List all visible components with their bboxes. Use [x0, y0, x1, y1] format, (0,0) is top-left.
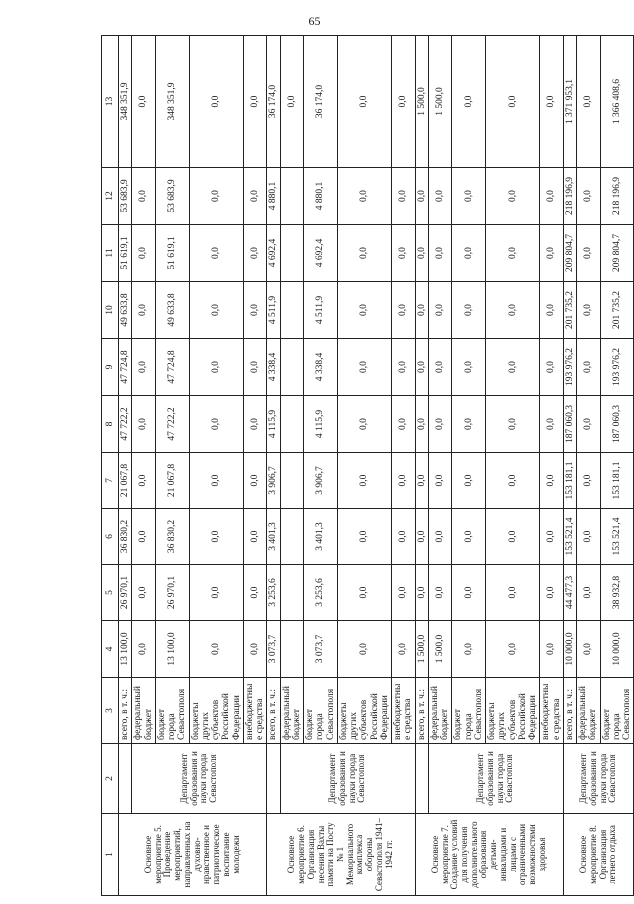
year-value-cell: 153 181,1	[600, 453, 634, 509]
year-value-cell: 0,0	[132, 282, 156, 339]
year-value-cell: 0,0	[392, 339, 416, 396]
year-value-cell: 44 477,3	[563, 565, 576, 621]
total-value-cell: 1 500,0	[415, 36, 428, 168]
funding-source-cell: бюджет города Севастополя	[452, 678, 486, 744]
column-number-cell: 5	[102, 565, 119, 621]
year-value-cell: 0,0	[486, 282, 540, 339]
year-value-cell: 4 115,9	[267, 396, 280, 453]
year-value-cell: 0,0	[415, 168, 428, 225]
year-value-cell: 0,0	[392, 168, 416, 225]
year-value-cell: 0,0	[540, 339, 564, 396]
year-value-cell: 36 830,2	[155, 509, 189, 565]
page-number: 65	[308, 14, 321, 28]
year-value-cell: 209 804,7	[563, 225, 576, 282]
table-row	[415, 36, 428, 896]
funding-source-cell: бюджет города Севастополя	[304, 678, 338, 744]
year-value-cell: 0,0	[189, 453, 243, 509]
year-value-cell: 1 500,0	[428, 621, 452, 678]
year-value-cell: 0,0	[486, 565, 540, 621]
executor-blank-cell	[415, 744, 428, 814]
year-value-cell: 0,0	[577, 339, 601, 396]
executor-blank-cell	[267, 744, 280, 814]
year-value-cell: 0,0	[540, 396, 564, 453]
year-value-cell: 209 804,7	[600, 225, 634, 282]
table-row	[267, 36, 280, 896]
column-number-cell: 4	[102, 621, 119, 678]
year-value-cell: 0,0	[428, 339, 452, 396]
executor-cell: Департамент образования и науки города Севастополя	[428, 744, 563, 814]
year-value-cell: 193 976,2	[600, 339, 634, 396]
year-value-cell: 0,0	[189, 509, 243, 565]
year-value-cell: 0,0	[540, 282, 564, 339]
year-value-cell: 0,0	[392, 282, 416, 339]
year-value-cell: 0,0	[392, 509, 416, 565]
year-value-cell: 0,0	[452, 225, 486, 282]
year-value-cell: 0,0	[132, 396, 156, 453]
column-number-cell: 13	[102, 36, 119, 168]
year-value-cell: 0,0	[415, 225, 428, 282]
year-value-cell: 218 196,9	[563, 168, 576, 225]
funding-source-cell: внебюджетные средства	[392, 678, 416, 744]
year-value-cell: 0,0	[577, 565, 601, 621]
year-value-cell: 0,0	[415, 509, 428, 565]
executor-cell: Департамент образования и науки города Севастополя	[280, 744, 415, 814]
total-value-cell: 0,0	[243, 36, 267, 168]
funding-source-cell: бюджет города Севастополя	[155, 678, 189, 744]
year-value-cell: 0,0	[243, 282, 267, 339]
year-value-cell: 21 067,8	[119, 453, 132, 509]
year-value-cell: 0,0	[577, 168, 601, 225]
year-value-cell: 0,0	[392, 225, 416, 282]
total-value-cell: 1 500,0	[428, 36, 452, 168]
year-value-cell: 53 683,9	[119, 168, 132, 225]
total-value-cell: 0,0	[452, 36, 486, 168]
year-value-cell: 53 683,9	[155, 168, 189, 225]
year-value-cell: 0,0	[132, 509, 156, 565]
year-value-cell: 1 500,0	[415, 621, 428, 678]
year-value-cell: 0,0	[337, 168, 391, 225]
column-number-cell: 1	[102, 814, 119, 896]
event-name-cell: Основное мероприятие 7. Создание условий для получения дополнительного образования детьми-инвалидами и лицами с ограниченными возможностями здоровья	[415, 814, 563, 896]
year-value-cell: 0,0	[415, 453, 428, 509]
total-value-cell: 0,0	[189, 36, 243, 168]
year-value-cell: 0,0	[392, 565, 416, 621]
year-value-cell: 0,0	[577, 621, 601, 678]
column-number-cell: 12	[102, 168, 119, 225]
year-value-cell: 0,0	[243, 225, 267, 282]
year-value-cell: 0,0	[486, 396, 540, 453]
rotated-table-canvas	[101, 36, 632, 896]
total-value-cell: 0,0	[337, 36, 391, 168]
funding-source-cell: внебюджетные средства	[540, 678, 564, 744]
year-value-cell: 0,0	[486, 621, 540, 678]
year-value-cell: 0,0	[577, 282, 601, 339]
total-value-cell: 0,0	[540, 36, 564, 168]
year-value-cell: 0,0	[189, 168, 243, 225]
year-value-cell: 3 906,7	[267, 453, 280, 509]
column-number-row	[102, 36, 119, 896]
year-value-cell: 0,0	[337, 453, 391, 509]
year-value-cell: 0,0	[428, 509, 452, 565]
funding-source-cell: федеральный бюджет	[132, 678, 156, 744]
year-value-cell: 51 619,1	[155, 225, 189, 282]
year-value-cell: 0,0	[132, 453, 156, 509]
total-value-cell: 0,0	[132, 36, 156, 168]
year-value-cell: 218 196,9	[600, 168, 634, 225]
year-value-cell: 153 521,4	[600, 509, 634, 565]
year-value-cell: 201 735,2	[600, 282, 634, 339]
year-value-cell: 4 880,1	[267, 168, 280, 225]
column-number-cell: 10	[102, 282, 119, 339]
year-value-cell: 0,0	[452, 565, 486, 621]
column-number-cell: 3	[102, 678, 119, 744]
year-value-cell: 0,0	[452, 453, 486, 509]
total-value-cell: 348 351,9	[119, 36, 132, 168]
year-value-cell	[280, 225, 304, 282]
year-value-cell: 0,0	[452, 509, 486, 565]
year-value-cell: 0,0	[132, 565, 156, 621]
year-value-cell: 36 830,2	[119, 509, 132, 565]
year-value-cell: 38 932,8	[600, 565, 634, 621]
year-value-cell: 0,0	[577, 453, 601, 509]
total-value-cell: 0,0	[577, 36, 601, 168]
total-value-cell: 0,0	[392, 36, 416, 168]
year-value-cell	[280, 282, 304, 339]
year-value-cell: 47 724,8	[155, 339, 189, 396]
total-value-cell: 36 174,0	[267, 36, 280, 168]
year-value-cell: 0,0	[428, 565, 452, 621]
funding-source-cell: бюджеты других субъектов Российской Федерации	[189, 678, 243, 744]
year-value-cell: 0,0	[243, 565, 267, 621]
table-body	[119, 36, 634, 896]
year-value-cell: 0,0	[577, 509, 601, 565]
table-row	[280, 36, 304, 896]
funding-source-cell: всего, в т. ч.:	[119, 678, 132, 744]
year-value-cell	[280, 339, 304, 396]
year-value-cell: 26 970,1	[119, 565, 132, 621]
year-value-cell: 0,0	[189, 565, 243, 621]
year-value-cell: 201 735,2	[563, 282, 576, 339]
year-value-cell: 47 722,2	[155, 396, 189, 453]
year-value-cell	[280, 453, 304, 509]
year-value-cell: 0,0	[452, 339, 486, 396]
year-value-cell	[280, 621, 304, 678]
year-value-cell: 0,0	[540, 225, 564, 282]
year-value-cell: 0,0	[486, 509, 540, 565]
year-value-cell: 0,0	[189, 621, 243, 678]
year-value-cell: 0,0	[243, 396, 267, 453]
funding-source-cell: всего, в т. ч.:	[415, 678, 428, 744]
year-value-cell: 0,0	[392, 396, 416, 453]
year-value-cell: 0,0	[243, 339, 267, 396]
year-value-cell	[280, 168, 304, 225]
year-value-cell	[280, 565, 304, 621]
year-value-cell: 4 692,4	[267, 225, 280, 282]
year-value-cell: 0,0	[243, 168, 267, 225]
year-value-cell: 0,0	[577, 396, 601, 453]
year-value-cell: 0,0	[392, 621, 416, 678]
total-value-cell: 1 371 953,1	[563, 36, 576, 168]
year-value-cell: 4 511,9	[304, 282, 338, 339]
year-value-cell: 0,0	[243, 453, 267, 509]
year-value-cell: 49 633,8	[119, 282, 132, 339]
year-value-cell: 0,0	[540, 565, 564, 621]
year-value-cell: 0,0	[189, 339, 243, 396]
total-value-cell: 348 351,9	[155, 36, 189, 168]
year-value-cell: 3 073,7	[304, 621, 338, 678]
year-value-cell: 0,0	[337, 621, 391, 678]
table-row	[563, 36, 576, 896]
rotated-table-frame	[101, 36, 632, 896]
year-value-cell: 0,0	[189, 396, 243, 453]
year-value-cell: 0,0	[540, 509, 564, 565]
year-value-cell: 0,0	[486, 453, 540, 509]
event-name-cell: Основное мероприятие 8. Организация летнего отдыха	[563, 814, 634, 896]
table-row	[428, 36, 452, 896]
year-value-cell: 0,0	[415, 339, 428, 396]
funding-source-cell: федеральный бюджет	[577, 678, 601, 744]
year-value-cell: 0,0	[452, 621, 486, 678]
year-value-cell: 4 338,4	[267, 339, 280, 396]
year-value-cell: 0,0	[577, 225, 601, 282]
total-value-cell: 1 366 408,6	[600, 36, 634, 168]
year-value-cell: 3 401,3	[267, 509, 280, 565]
year-value-cell: 0,0	[337, 565, 391, 621]
year-value-cell: 0,0	[392, 453, 416, 509]
executor-blank-cell	[119, 744, 132, 814]
year-value-cell: 0,0	[428, 453, 452, 509]
year-value-cell: 0,0	[452, 168, 486, 225]
year-value-cell: 21 067,8	[155, 453, 189, 509]
year-value-cell: 0,0	[337, 339, 391, 396]
year-value-cell: 0,0	[189, 225, 243, 282]
year-value-cell: 0,0	[428, 225, 452, 282]
year-value-cell: 0,0	[132, 621, 156, 678]
year-value-cell: 0,0	[243, 509, 267, 565]
event-name-cell: Основное мероприятие 5. Проведение мероприятий, направленных на духовно-нравственное и патриотическое воспитание молодежи	[119, 814, 267, 896]
year-value-cell	[280, 396, 304, 453]
year-value-cell: 26 970,1	[155, 565, 189, 621]
funding-source-cell: внебюджетные средства	[243, 678, 267, 744]
year-value-cell: 0,0	[428, 282, 452, 339]
funding-source-cell: федеральный бюджет	[428, 678, 452, 744]
year-value-cell: 0,0	[189, 282, 243, 339]
year-value-cell: 0,0	[415, 396, 428, 453]
year-value-cell: 0,0	[132, 339, 156, 396]
funding-source-cell: всего, в т. ч.:	[267, 678, 280, 744]
year-value-cell: 0,0	[337, 509, 391, 565]
year-value-cell: 0,0	[540, 453, 564, 509]
year-value-cell: 10 000,0	[563, 621, 576, 678]
table-row	[119, 36, 132, 896]
total-value-cell: 0,0	[486, 36, 540, 168]
total-value-cell: 0,0	[280, 36, 304, 168]
year-value-cell: 3 073,7	[267, 621, 280, 678]
year-value-cell: 49 633,8	[155, 282, 189, 339]
year-value-cell: 47 722,2	[119, 396, 132, 453]
budget-table	[101, 35, 634, 896]
year-value-cell: 4 115,9	[304, 396, 338, 453]
year-value-cell: 0,0	[452, 282, 486, 339]
year-value-cell: 153 521,4	[563, 509, 576, 565]
year-value-cell: 193 976,2	[563, 339, 576, 396]
funding-source-cell: всего, в т. ч.:	[563, 678, 576, 744]
year-value-cell: 47 724,8	[119, 339, 132, 396]
column-number-cell: 8	[102, 396, 119, 453]
year-value-cell: 13 100,0	[119, 621, 132, 678]
year-value-cell: 0,0	[428, 168, 452, 225]
column-number-cell: 2	[102, 744, 119, 814]
year-value-cell: 0,0	[486, 339, 540, 396]
year-value-cell: 13 100,0	[155, 621, 189, 678]
year-value-cell: 3 253,6	[267, 565, 280, 621]
year-value-cell: 187 060,3	[600, 396, 634, 453]
year-value-cell: 0,0	[540, 168, 564, 225]
column-number-cell: 11	[102, 225, 119, 282]
column-number-cell: 9	[102, 339, 119, 396]
year-value-cell: 0,0	[486, 225, 540, 282]
year-value-cell: 0,0	[337, 225, 391, 282]
year-value-cell: 0,0	[486, 168, 540, 225]
total-value-cell: 36 174,0	[304, 36, 338, 168]
year-value-cell: 0,0	[337, 282, 391, 339]
year-value-cell: 0,0	[540, 621, 564, 678]
funding-source-cell: бюджет города Севастополя	[600, 678, 634, 744]
year-value-cell: 0,0	[243, 621, 267, 678]
year-value-cell: 0,0	[415, 565, 428, 621]
year-value-cell: 153 181,1	[563, 453, 576, 509]
year-value-cell: 3 253,6	[304, 565, 338, 621]
executor-cell: Департамент образования и науки города Севастополя	[563, 744, 634, 814]
year-value-cell	[280, 509, 304, 565]
table-row	[132, 36, 156, 896]
year-value-cell: 3 401,3	[304, 509, 338, 565]
year-value-cell: 4 880,1	[304, 168, 338, 225]
year-value-cell: 0,0	[428, 396, 452, 453]
year-value-cell: 0,0	[452, 396, 486, 453]
year-value-cell: 0,0	[415, 282, 428, 339]
year-value-cell: 0,0	[132, 168, 156, 225]
year-value-cell: 10 000,0	[600, 621, 634, 678]
event-name-cell: Основное мероприятие 6. Организация несения Вахты памяти на Посту № 1 Мемориального комплекса обороны Севастополя 1941–1942 гг.	[267, 814, 415, 896]
year-value-cell: 4 511,9	[267, 282, 280, 339]
funding-source-cell: бюджеты других субъектов Российской Федерации	[337, 678, 391, 744]
year-value-cell: 51 619,1	[119, 225, 132, 282]
column-number-cell: 7	[102, 453, 119, 509]
year-value-cell: 4 338,4	[304, 339, 338, 396]
year-value-cell: 3 906,7	[304, 453, 338, 509]
year-value-cell: 4 692,4	[304, 225, 338, 282]
column-number-cell: 6	[102, 509, 119, 565]
year-value-cell: 187 060,3	[563, 396, 576, 453]
executor-cell: Департамент образования и науки города Севастополя	[132, 744, 267, 814]
year-value-cell: 0,0	[337, 396, 391, 453]
funding-source-cell: бюджеты других субъектов Российской Федерации	[486, 678, 540, 744]
year-value-cell: 0,0	[132, 225, 156, 282]
funding-source-cell: федеральный бюджет	[280, 678, 304, 744]
